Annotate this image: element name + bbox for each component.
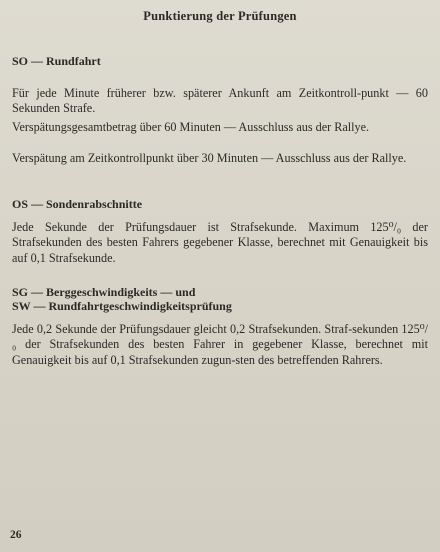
sg-sw-paragraph: Jede 0,2 Sekunde der Prüfungsdauer gleicht 0,2 Strafsekunden. Straf-sekunden 125⁰/₀ der Strafsekunden des besten Fahrer in gegebener Klasse, berechnet mit Genauigkeit bis auf 0,1 Strafsekunden zugun-sten des betreffenden Rahrers. bbox=[12, 322, 428, 367]
section-heading-os: OS — Sondenrabschnitte bbox=[12, 197, 143, 211]
page-title: Punktierung der Prüfungen bbox=[143, 9, 297, 23]
so-paragraph-2: Verspätungsgesamtbetrag über 60 Minuten — Ausschluss aus der Rallye. bbox=[12, 120, 370, 134]
so-paragraph-3: Verspätung am Zeitkontrollpunkt über 30 Minuten — Ausschluss aus der Rallye. bbox=[12, 151, 407, 165]
os-paragraph: Jede Sekunde der Prüfungsdauer ist Strafsekunde. Maximum 125⁰/₀ der Strafsekunden des besten Fahrers gegebener Klasse, berechnet mit Genauigkeit bis auf 0,1 Strafsekunde. bbox=[12, 220, 428, 265]
page-number: 26 bbox=[10, 529, 22, 541]
so-paragraph-1: Für jede Minute früherer bzw. späterer Ankunft am Zeitkontroll-punkt — 60 Sekunden Strafe. bbox=[12, 86, 428, 116]
section-heading-sw: SW — Rundfahrtgeschwindigkeitsprüfung bbox=[12, 299, 232, 313]
section-heading-sg: SG — Berggeschwindigkeits — und bbox=[12, 285, 196, 299]
section-heading-so: SO — Rundfahrt bbox=[12, 54, 101, 68]
